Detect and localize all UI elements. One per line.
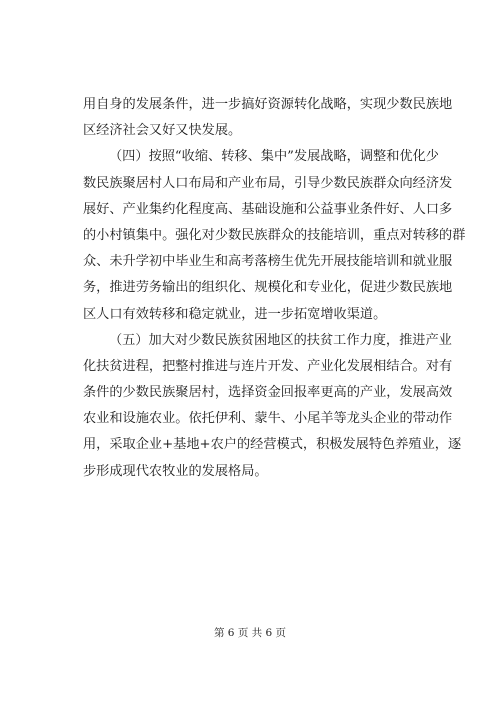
text-line: 众、未升学初中毕业生和高考落榜生优先开展技能培训和就业服 — [83, 254, 453, 270]
text-line: 用自身的发展条件，进一步搞好资源转化战略，实现少数民族地 — [83, 97, 453, 112]
text-line: 的小村镇集中。强化对少数民族群众的技能培训，重点对转移的群 — [83, 227, 466, 243]
text-line: 农业和设施农业。依托伊利、蒙牛、小尾羊等龙头企业的带动作 — [83, 411, 453, 427]
text-line: 务，推进劳务输出的组织化、规模化和专业化，促进少数民族地 — [83, 280, 453, 296]
text-line: 用，采取企业+基地+农户的经营模式，积极发展特色养殖业，逐 — [83, 437, 462, 453]
text-line: 步形成现代农牧业的发展格局。 — [83, 463, 268, 479]
text-line: 展好、产业集约化程度高、基础设施和公益事业条件好、人口多 — [83, 201, 453, 217]
page-footer — [0, 626, 500, 640]
text-line: 区经济社会又好又快发展。 — [83, 123, 242, 139]
text-line: （五）加大对少数民族贫困地区的扶贫工作力度，推进产业 — [109, 332, 452, 348]
text-line: （四）按照“收缩、转移、集中”发展战略，调整和优化少 — [109, 149, 439, 165]
text-line: 区人口有效转移和稳定就业，进一步拓宽增收渠道。 — [83, 306, 387, 322]
text-line: 条件的少数民族聚居村，选择资金回报率更高的产业，发展高效 — [83, 385, 453, 401]
page-number: 第 6 页 共 6 页 — [213, 627, 287, 639]
text-line: 化扶贫进程，把整村推进与连片开发、产业化发展相结合。对有 — [83, 358, 453, 374]
body-text — [83, 92, 466, 485]
text-line: 数民族聚居村人口布局和产业布局，引导少数民族群众向经济发 — [83, 175, 453, 191]
